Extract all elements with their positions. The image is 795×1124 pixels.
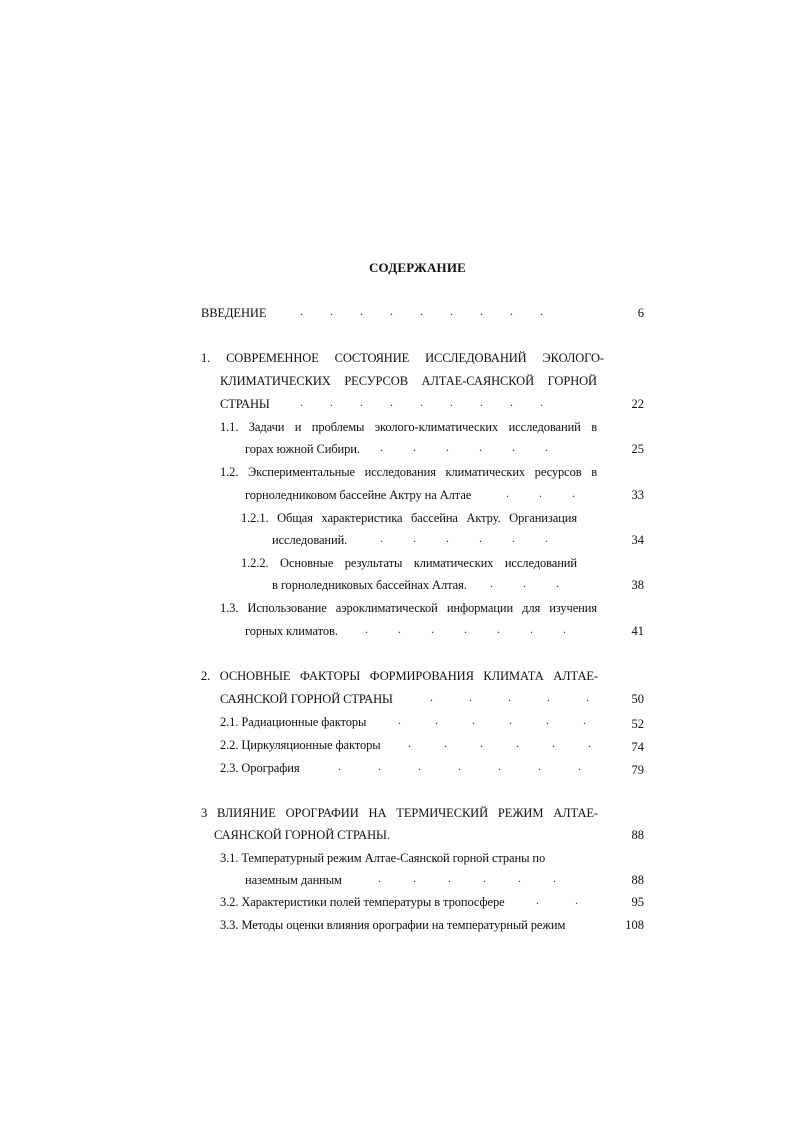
toc-page-chapter-3: 88: [631, 828, 644, 842]
toc-section-3-3: 3.3. Методы оценки влияния орографии на температурный режим: [220, 918, 566, 932]
toc-section-2-2: 2.2. Циркуляционные факторы: [220, 738, 381, 752]
toc-section-1-2-line1: 1.2. Экспериментальные исследования климатических ресурсов в: [220, 465, 597, 479]
toc-page-3-2: 95: [631, 895, 644, 909]
leader-dots: ......: [380, 531, 578, 545]
toc-section-2-3: 2.3. Орография: [220, 761, 300, 775]
toc-page-1-3: 41: [631, 624, 644, 638]
leader-dots: ...: [490, 576, 589, 590]
toc-page-1-2: 33: [631, 488, 644, 502]
toc-page-intro: 6: [637, 306, 644, 320]
leader-dots: ...: [506, 486, 605, 500]
toc-section-1-3-line1: 1.3. Использование аэроклиматической информации для изучения: [220, 601, 597, 615]
toc-section-3-2: 3.2. Характеристики полей температуры в тропосфере: [220, 895, 505, 909]
leader-dots: .........: [300, 395, 570, 409]
leader-dots: ......: [378, 871, 588, 885]
leader-dots: ......: [398, 713, 620, 727]
leader-dots: .......: [365, 622, 596, 636]
toc-page-2-2: 74: [631, 740, 644, 754]
toc-page-1-2-2: 38: [631, 578, 644, 592]
toc-section-1-2-2-line1: 1.2.2. Основные результаты климатических исследований: [241, 556, 577, 570]
toc-section-3-1-line1: 3.1. Температурный режим Алтае-Саянской горной страны по: [220, 851, 546, 865]
toc-page-chapter-1: 22: [631, 397, 644, 411]
toc-entry-intro: ВВЕДЕНИЕ: [201, 306, 267, 320]
toc-chapter-1-line3: СТРАНЫ: [220, 397, 270, 411]
leader-dots: ..: [536, 893, 614, 907]
leader-dots: .......: [338, 759, 618, 773]
toc-page-3-3: 108: [625, 918, 644, 932]
toc-page-1-2-1: 34: [631, 533, 644, 547]
leader-dots: .........: [300, 304, 570, 318]
toc-section-1-2-1-line2: исследований.: [272, 533, 348, 547]
toc-chapter-2-line1: 2. ОСНОВНЫЕ ФАКТОРЫ ФОРМИРОВАНИЯ КЛИМАТА АЛТАЕ-: [201, 669, 598, 683]
toc-title: СОДЕРЖАНИЕ: [368, 260, 467, 275]
toc-section-1-2-line2: горноледниковом бассейне Актру на Алтае: [245, 488, 472, 502]
toc-chapter-3-line2: САЯНСКОЙ ГОРНОЙ СТРАНЫ.: [214, 828, 390, 842]
toc-page-chapter-2: 50: [631, 692, 644, 706]
leader-dots: .....: [430, 690, 625, 704]
leader-dots: ......: [380, 440, 578, 454]
toc-section-1-2-1-line1: 1.2.1. Общая характеристика бассейна Актру. Организация: [241, 511, 577, 525]
toc-section-1-2-2-line2: в горноледниковых бассейнах Алтая.: [272, 578, 467, 592]
toc-chapter-3-line1: 3 ВЛИЯНИЕ ОРОГРАФИИ НА ТЕРМИЧЕСКИЙ РЕЖИМ АЛТАЕ-: [201, 806, 598, 820]
toc-page-2-3: 79: [631, 763, 644, 777]
toc-section-1-3-line2: горных климатов.: [245, 624, 338, 638]
leader-dots: ......: [408, 736, 624, 750]
toc-page-1-1: 25: [631, 442, 644, 456]
toc-page-2-1: 52: [631, 717, 644, 731]
toc-chapter-2-line2: САЯНСКОЙ ГОРНОЙ СТРАНЫ: [220, 692, 393, 706]
toc-chapter-1-line2: КЛИМАТИЧЕСКИХ РЕСУРСОВ АЛТАЕ-САЯНСКОЙ ГОРНОЙ: [220, 374, 597, 388]
toc-chapter-1-line1: 1. СОВРЕМЕННОЕ СОСТОЯНИЕ ИССЛЕДОВАНИЙ ЭКОЛОГО-: [201, 351, 604, 365]
toc-section-3-1-line2: наземным данным: [245, 873, 342, 887]
toc-page-3-1: 88: [631, 873, 644, 887]
toc-section-1-1-line1: 1.1. Задачи и проблемы эколого-климатических исследований в: [220, 420, 597, 434]
toc-section-2-1: 2.1. Радиационные факторы: [220, 715, 367, 729]
toc-section-1-1-line2: горах южной Сибири.: [245, 442, 360, 456]
